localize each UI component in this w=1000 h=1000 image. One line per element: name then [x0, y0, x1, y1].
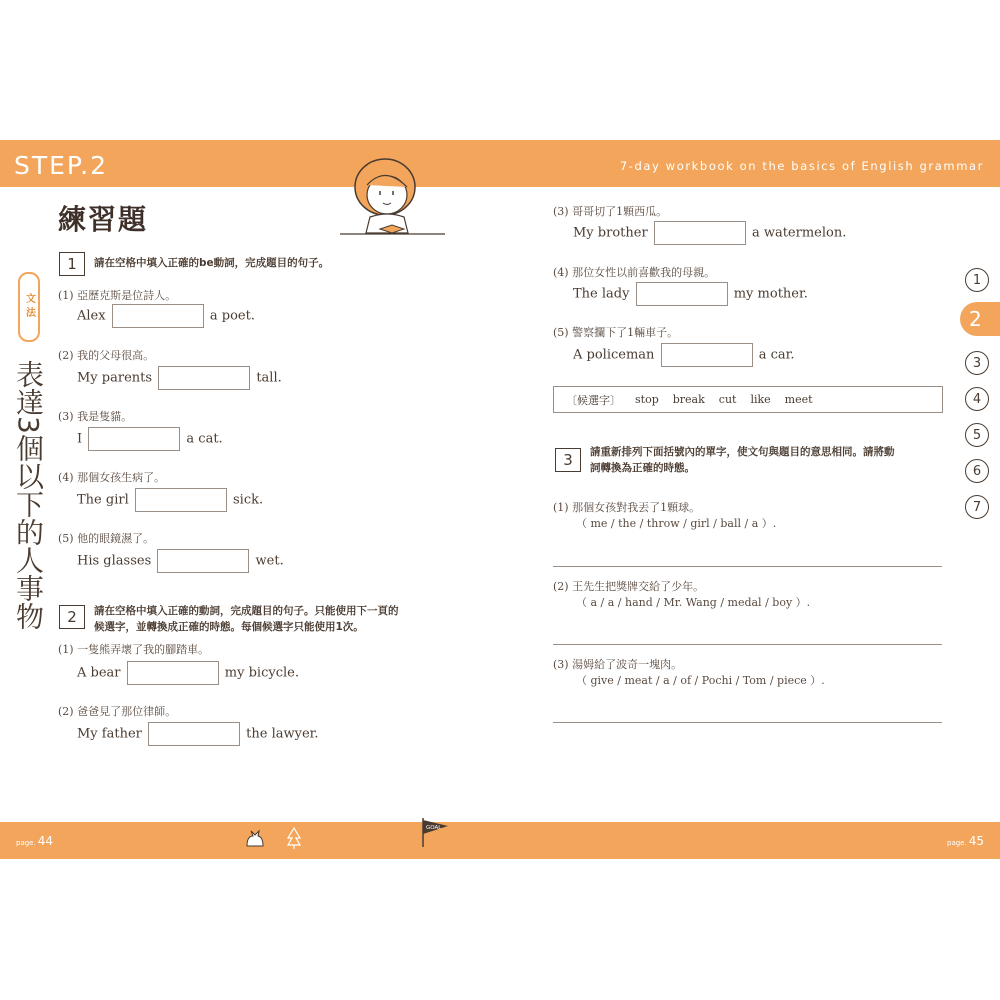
s2-q3-post: a watermelon. — [751, 225, 847, 241]
page-title: 練習題 — [58, 203, 149, 236]
vertical-chapter-title: 表達3個以下的人事物 — [12, 360, 45, 630]
section3-instruction-line2: 詞轉換為正確的時態。 — [590, 462, 695, 474]
s1-q4-pre: The girl — [77, 492, 129, 508]
candidate-word: meet — [784, 393, 813, 406]
s2-q2-blank[interactable] — [148, 722, 240, 746]
s2-q1-blank[interactable] — [127, 661, 219, 685]
day-tab-7[interactable]: 7 — [965, 495, 989, 519]
s3-q1-words: （ me / the / throw / girl / ball / a ）. — [576, 517, 777, 530]
section2-instruction-line2: 候選字，並轉換成正確的時態。每個候選字只能使用1次。 — [94, 621, 364, 633]
section3-number: 3 — [555, 448, 581, 472]
s2-q5-pre: A policeman — [573, 347, 655, 363]
s2-q4-pre: The lady — [573, 286, 630, 302]
s1-q1-pre: Alex — [77, 308, 106, 324]
s1-q2-prompt: (2) 我的父母很高。 — [58, 349, 155, 362]
s1-q2-post: tall. — [256, 370, 282, 386]
section3-instruction — [590, 444, 895, 476]
candidates-label: 〔候選字〕 — [566, 393, 621, 407]
section2-instruction-line1: 請在空格中填入正確的動詞，完成題目的句子。只能使用下一頁的 — [94, 605, 399, 617]
s3-q1-answer-line[interactable] — [553, 566, 942, 567]
s1-q3-post: a cat. — [186, 431, 223, 447]
s1-q5-blank[interactable] — [157, 549, 249, 573]
s2-q2-pre: My father — [77, 726, 142, 742]
page-word: page. — [947, 839, 967, 847]
candidate-word: like — [750, 393, 771, 406]
s2-q5-post: a car. — [758, 347, 795, 363]
s1-q4-post: sick. — [233, 492, 264, 508]
s1-q4-sentence — [77, 488, 263, 512]
s2-q5-sentence — [573, 343, 795, 367]
s1-q3-sentence — [77, 427, 223, 451]
left-page-value: 44 — [37, 834, 53, 848]
s1-q1-sentence — [77, 304, 255, 328]
s2-q1-post: my bicycle. — [224, 665, 299, 681]
left-page-number — [16, 834, 53, 848]
candidate-word: break — [672, 393, 705, 406]
tree-icon — [286, 826, 302, 850]
s2-q1-sentence — [77, 661, 299, 685]
girl-reading-illustration — [340, 155, 445, 245]
grammar-chip: 文法 — [18, 272, 40, 342]
day-tab-1[interactable]: 1 — [965, 268, 989, 292]
s1-q5-post: wet. — [255, 553, 284, 569]
s1-q3-pre: I — [77, 431, 83, 447]
candidate-word: stop — [635, 393, 659, 406]
s2-q3-prompt: (3) 哥哥切了1顆西瓜。 — [553, 205, 668, 218]
s2-q4-prompt: (4) 那位女性以前喜歡我的母親。 — [553, 266, 716, 279]
day-tab-3[interactable]: 3 — [965, 351, 989, 375]
s1-q5-pre: His glasses — [77, 553, 152, 569]
s1-q5-sentence — [77, 549, 284, 573]
candidate-word: cut — [718, 393, 737, 406]
day-tab-4[interactable]: 4 — [965, 387, 989, 411]
s3-q2-prompt: (2) 王先生把獎牌交給了少年。 — [553, 580, 705, 593]
right-page-value: 45 — [968, 834, 984, 848]
section2-number: 2 — [59, 605, 85, 629]
section1-instruction: 請在空格中填入正確的be動詞，完成題目的句子。 — [94, 257, 330, 269]
s1-q1-blank[interactable] — [112, 304, 204, 328]
s2-q5-prompt: (5) 警察攔下了1輛車子。 — [553, 326, 679, 339]
cat-icon — [243, 828, 267, 850]
s2-q3-pre: My brother — [573, 225, 648, 241]
s3-q3-answer-line[interactable] — [553, 722, 942, 723]
goal-flag-text: GOAL — [426, 825, 442, 831]
s3-q2-answer-line[interactable] — [553, 644, 942, 645]
s2-q4-post: my mother. — [733, 286, 808, 302]
s1-q5-prompt: (5) 他的眼鏡濕了。 — [58, 532, 155, 545]
section2-instruction — [94, 603, 399, 635]
step-label: STEP.2 — [14, 151, 108, 180]
s2-q3-sentence — [573, 221, 846, 245]
day-tab-2[interactable]: 2 — [969, 307, 982, 331]
s2-q2-post: the lawyer. — [246, 726, 319, 742]
s3-q3-prompt: (3) 湯姆給了波奇一塊肉。 — [553, 658, 683, 671]
s2-q5-blank[interactable] — [661, 343, 753, 367]
s3-q1-prompt: (1) 那個女孩對我丟了1顆球。 — [553, 501, 701, 514]
s2-q2-sentence — [77, 722, 319, 746]
day-tab-6[interactable]: 6 — [965, 459, 989, 483]
s1-q3-blank[interactable] — [88, 427, 180, 451]
s1-q2-pre: My parents — [77, 370, 153, 386]
page-word: page. — [16, 839, 36, 847]
section1-number: 1 — [59, 252, 85, 276]
section3-instruction-line1: 請重新排列下面括號內的單字，使文句與題目的意思相同。請將動 — [590, 446, 895, 458]
s2-q1-prompt: (1) 一隻熊弄壞了我的腳踏車。 — [58, 643, 210, 656]
s2-q4-blank[interactable] — [636, 282, 728, 306]
s1-q1-post: a poet. — [209, 308, 255, 324]
s1-q4-blank[interactable] — [135, 488, 227, 512]
day-tab-5[interactable]: 5 — [965, 423, 989, 447]
book-subtitle: 7-day workbook on the basics of English grammar — [619, 159, 984, 173]
s1-q2-blank[interactable] — [158, 366, 250, 390]
s2-q3-blank[interactable] — [654, 221, 746, 245]
s2-q1-pre: A bear — [77, 665, 121, 681]
footer-bar — [0, 822, 1000, 859]
s3-q2-words: （ a / a / hand / Mr. Wang / medal / boy ）. — [576, 596, 811, 609]
goal-flag-icon — [418, 816, 450, 848]
s1-q3-prompt: (3) 我是隻貓。 — [58, 410, 133, 423]
s1-q2-sentence — [77, 366, 282, 390]
s1-q1-prompt: (1) 亞歷克斯是位詩人。 — [58, 289, 177, 302]
s1-q4-prompt: (4) 那個女孩生病了。 — [58, 471, 166, 484]
s2-q2-prompt: (2) 爸爸見了那位律師。 — [58, 705, 177, 718]
right-page-number — [947, 834, 984, 848]
s2-q4-sentence — [573, 282, 808, 306]
s3-q3-words: （ give / meat / a / of / Pochi / Tom / piece ）. — [576, 674, 825, 687]
candidate-words-box — [553, 386, 943, 413]
